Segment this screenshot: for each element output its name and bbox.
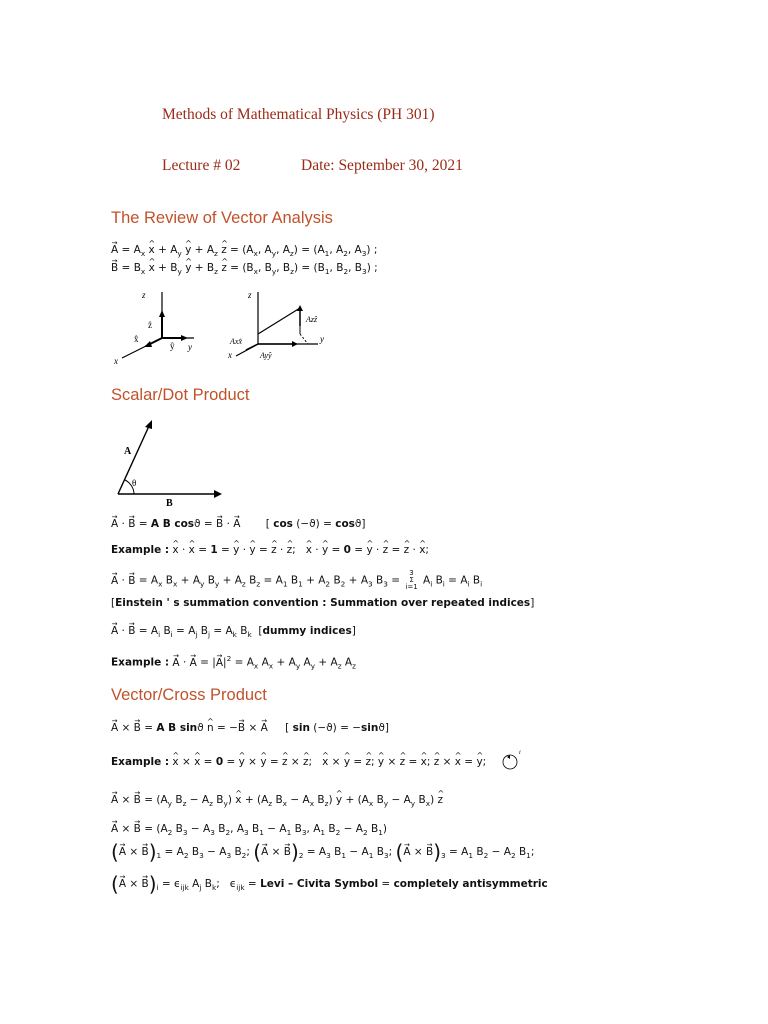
equation-cross-definition: → A × → B = A B sinϑ ^ n = −→ B × → A [ sin (−ϑ) = −sinϑ] xyxy=(111,721,389,735)
lecture-date-line xyxy=(301,157,463,175)
fig1-x-label: x xyxy=(114,356,118,366)
example-label: Example : xyxy=(111,544,170,556)
einstein-note: [Einstein ' s summation convention : Summation over repeated indices] xyxy=(111,597,535,609)
equation-vector-b: → $B = B_x$ ^ $x + B_y$ ^ $y + B_z$ ^ $z = (B_x$, $B_y$, $B_z) = (B_1$, $B_2$, $B_3$) ; xyxy=(111,261,378,279)
section-review-heading: The Review of Vector Analysis xyxy=(111,209,333,227)
section-cross-heading: Vector/Cross Product xyxy=(111,686,267,704)
fig3-b-label: B xyxy=(166,498,173,509)
fig2-y-label: y xyxy=(320,334,324,344)
lecture-line xyxy=(162,157,240,175)
dot-product-angle-diagram xyxy=(112,414,228,510)
fig1-xhat-label: x̂ xyxy=(134,334,139,344)
levi-text: Levi – Civita Symbol xyxy=(260,878,379,890)
circle-i-label: i xyxy=(519,750,521,756)
fig1-y-label: y xyxy=(188,342,192,352)
example-label-3: Example : xyxy=(111,756,170,768)
fig2-x-label: x xyxy=(228,350,232,360)
antisym-text: completely antisymmetric xyxy=(393,878,548,890)
fig3-theta-label: θ xyxy=(132,478,137,488)
section-dot-heading: Scalar/Dot Product xyxy=(111,386,250,404)
lecture-date: Date: September 30, 2021 xyxy=(301,157,463,174)
equation-levi-civita: (→ A × → $B)_i = \epsilon_{ijk}$ $A_j$ $B_k$; $\epsilon_{ijk}$ = Levi – Civita Symbol = completely antisymmetric xyxy=(111,877,548,895)
equation-dummy-indices: → A · → $B = A_i$ $B_i = A_j$ $B_j = A_k$ $B_k$ [dummy indices] xyxy=(111,624,356,642)
vector-components-diagram xyxy=(226,286,336,366)
fig3-a-label: A xyxy=(124,446,132,457)
equation-dot-example: Example : ^ x · ^ x = 1 = ^ y · ^ y = ^ z · ^ z; ^ x · ^ y = 0 = ^ y · ^ z = ^ z · ^ x; xyxy=(111,543,429,557)
equation-magnitude-example: Example : → A · → A = |→ $A|^2 = A_x$ $A_x + A_y$ $A_y + A_z$ $A_z$ xyxy=(111,652,356,674)
equation-vector-a: → $A = A_x$ ^ $x + A_y$ ^ $y + A_z$ ^ $z = (A_x$, $A_y$, $A_z) = (A_1$, $A_2$, $A_3$) ; xyxy=(111,243,377,261)
dummy-text: dummy indices xyxy=(262,625,352,637)
course-title: Methods of Mathematical Physics (PH 301) xyxy=(162,106,435,123)
equation-dot-components: → A · → $B = A_x$ $B_x + A_y$ $B_y + A_z$ $B_z = A_1$ $B_1 + A_2$ $B_2 + A_3$ $B_3 = 3$ Σ i=1 $A_i$ $B_i = A_i$ $B_i$ xyxy=(111,570,482,592)
einstein-text: Einstein ' s summation convention : Summation over repeated indices xyxy=(115,597,531,609)
lecture-number: Lecture # 02 xyxy=(162,157,241,174)
fig2-ay-label: Ayŷ xyxy=(260,351,272,360)
fig1-zhat-label: ẑ xyxy=(148,320,152,330)
fig1-z-label: z xyxy=(142,290,146,300)
equation-dot-definition: → A · → B = A B cosϑ = → B · → A [ cos (−ϑ) = cosϑ] xyxy=(111,517,366,531)
equation-cross-example: Example : ^ x × ^ x = 0 = ^ y × ^ y = ^ z × ^ z; ^ x × ^ y = ^ z; ^ y × ^ z = ^ x; ^ z × ^ x = ^ y; xyxy=(111,755,486,769)
fig2-ax-label: Axx̂ xyxy=(230,337,242,346)
equation-cross-components: (→ A × → $B)_1 = A_2$ $B_3 - A_3$ $B_2$; (→ A × → $B)_2 = A_3$ $B_1 - A_1$ $B_3$; (→ A × → $B)_3 = A_1$ $B_2 - A_2$ $B_1$; xyxy=(111,845,534,863)
fig2-z-label: z xyxy=(248,290,252,300)
example-label-2: Example : xyxy=(111,656,170,669)
equation-cross-xyz: → A × → $B = (A_y$ $B_z - A_z$ $B_y$) ^ $x + (A_z$ $B_x - A_x$ $B_z$) ^ $y + (A_x$ $B_y - A_y$ $B_x$) ^ z xyxy=(111,793,443,811)
unit-vector-axes-diagram xyxy=(112,286,212,366)
cyclic-order-icon xyxy=(496,747,526,777)
equation-cross-123: → A × → $B = (A_2$ $B_3 - A_3$ $B_2$, $A_3$ $B_1 - A_1$ $B_3$, $A_1$ $B_2 - A_2$ $B_1$) xyxy=(111,822,387,840)
fig1-yhat-label: ŷ xyxy=(170,341,175,351)
fig2-az-label: Azẑ xyxy=(306,315,318,324)
